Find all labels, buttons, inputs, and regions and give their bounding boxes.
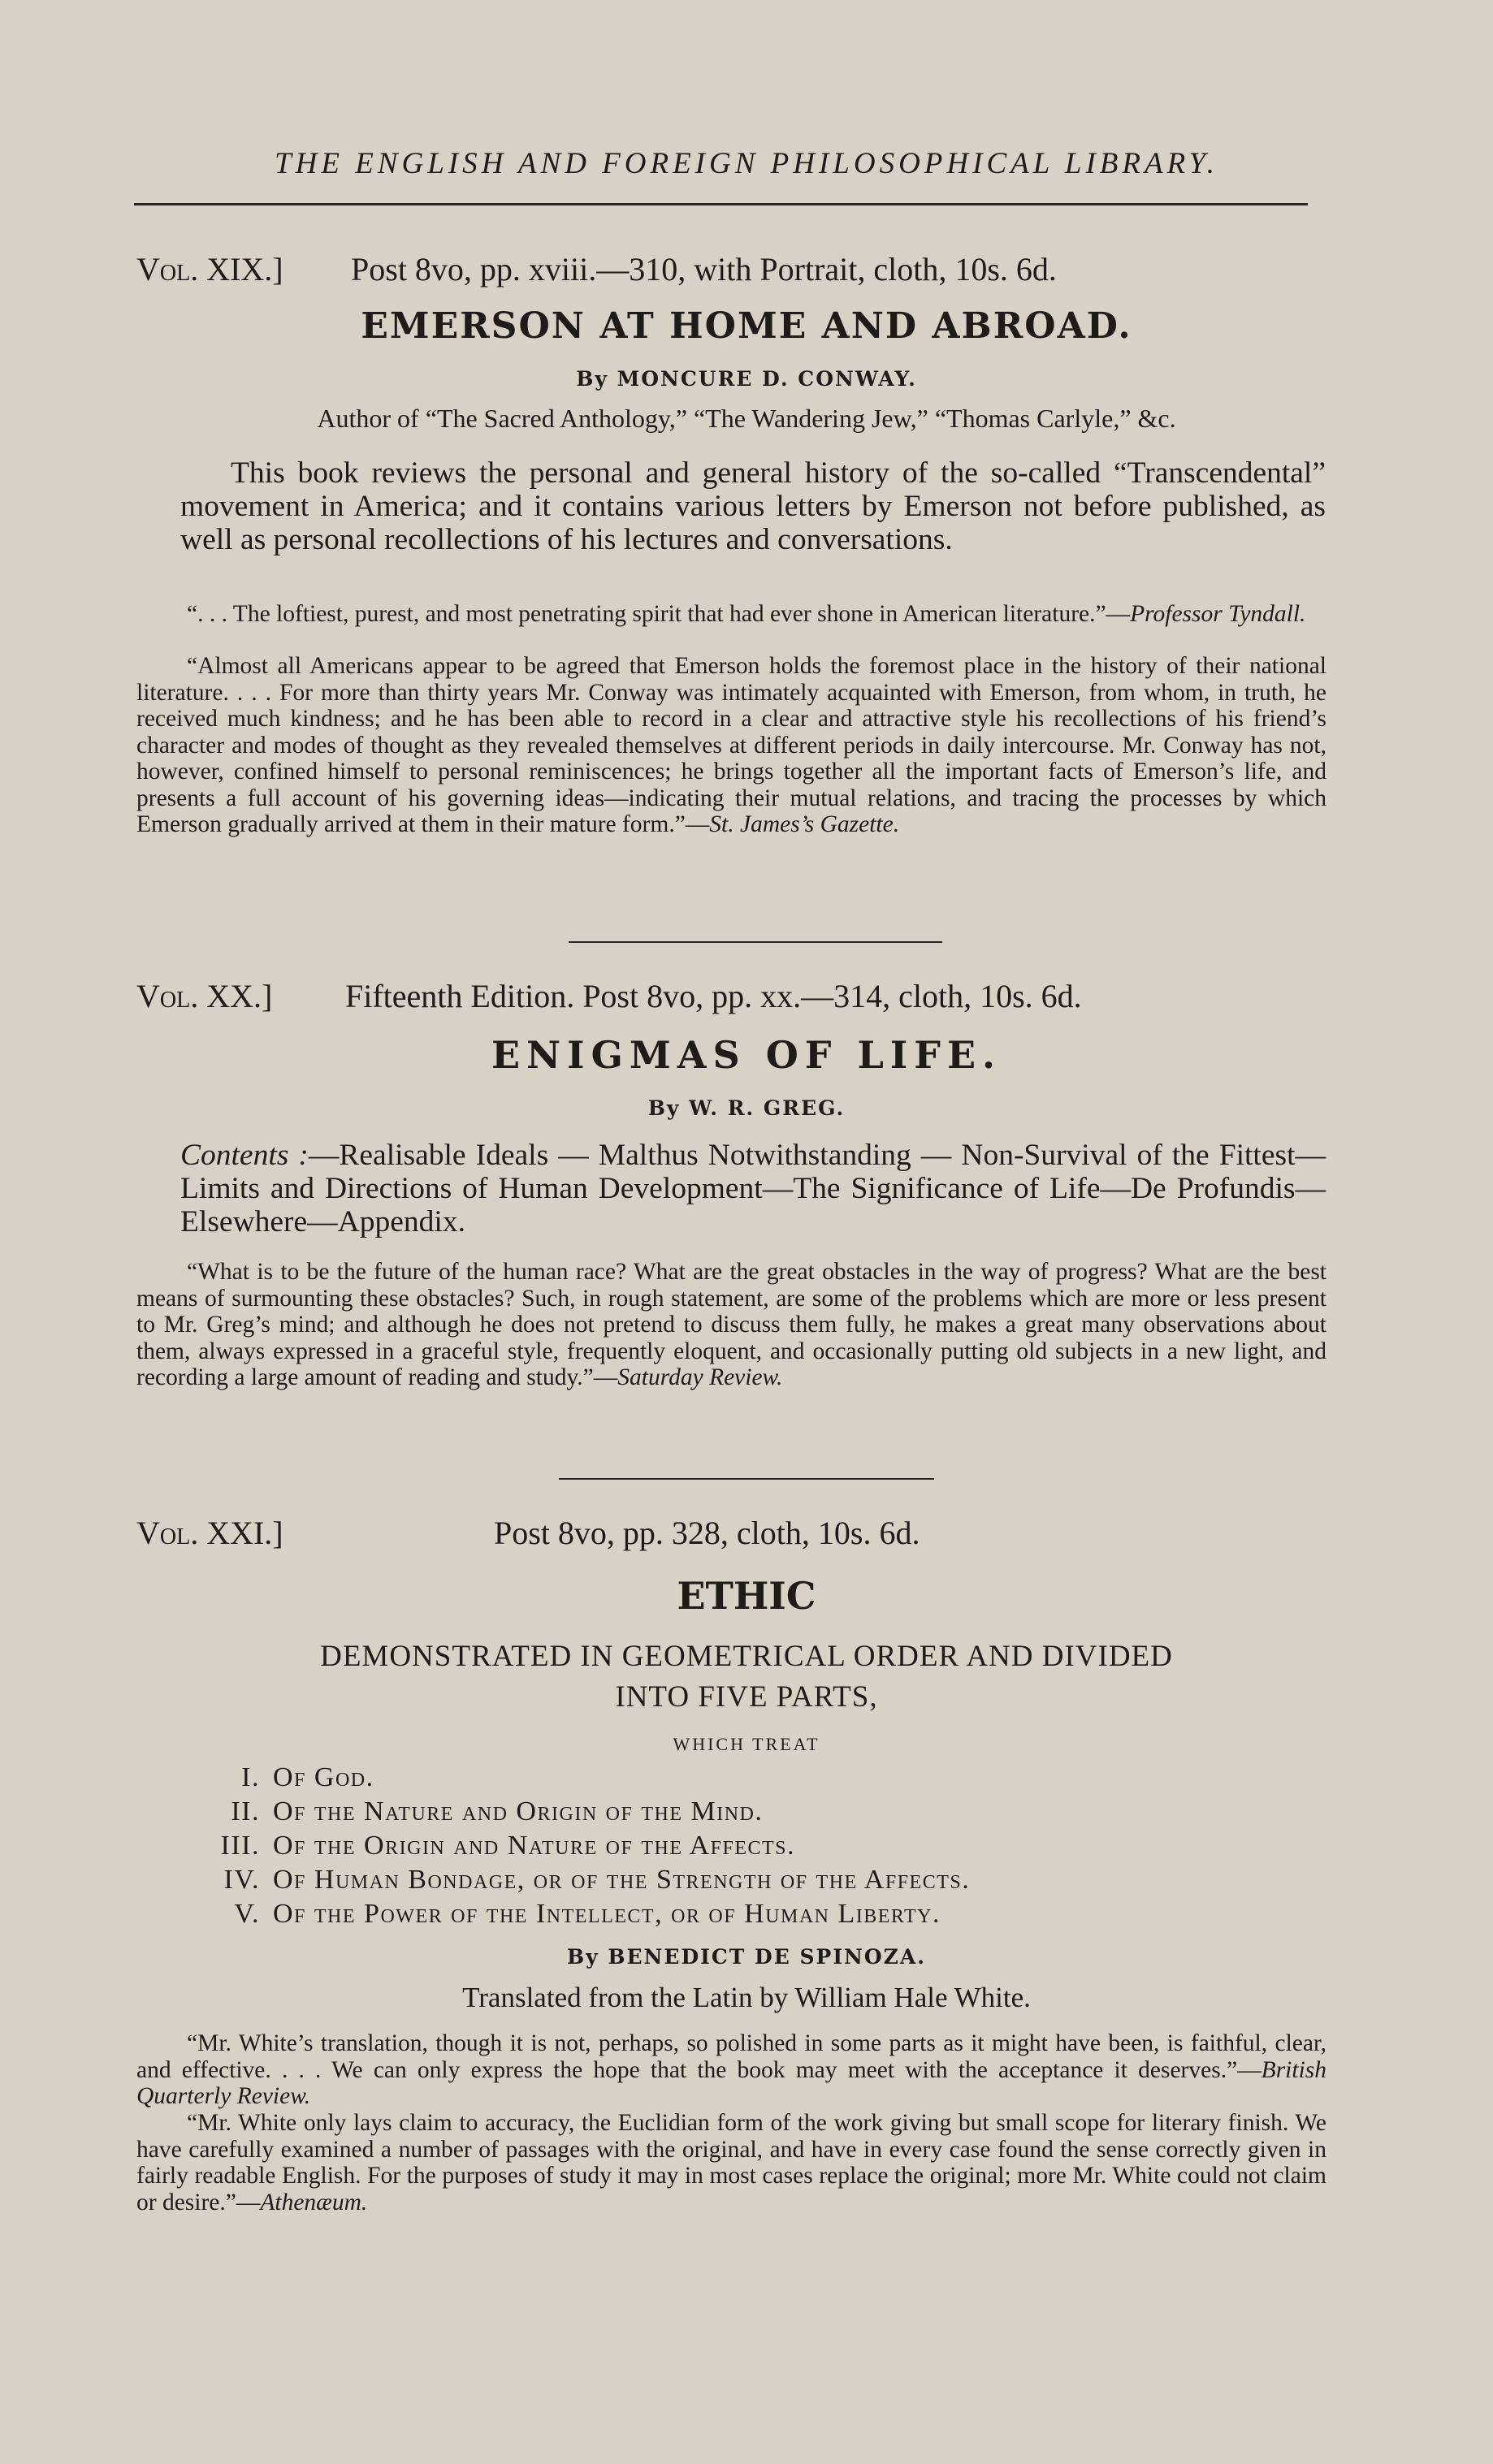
- contents-label: Contents :: [180, 1139, 309, 1172]
- part-number: V.: [234, 1899, 260, 1929]
- part-title: Of the Nature and Origin of the Mind.: [273, 1796, 764, 1826]
- review-quote: “Mr. White’s translation, though it is not, perhaps, so polished in some parts as it might have been, is faithful, clear, and effective. . . . We can only express the hope that the book may meet with the acceptance it deserves.”—British Quarterly Review.: [136, 2030, 1326, 2109]
- review-source: British Quarterly Review.: [136, 2056, 1326, 2109]
- review-source: Athenæum.: [260, 2189, 368, 2215]
- book-author: By MONCURE D. CONWAY.: [576, 367, 917, 391]
- vol-number: Vol. XXI.]: [136, 1515, 283, 1551]
- vol-number: Vol. XIX.]: [136, 251, 283, 287]
- review-source: St. James’s Gazette.: [709, 811, 900, 837]
- book-title: EMERSON AT HOME AND ABROAD.: [361, 305, 1132, 347]
- book-author: By W. R. GREG.: [647, 1096, 846, 1120]
- part-title: Of Human Bondage, or of the Strength of the Affects.: [273, 1865, 971, 1895]
- review-quote: “What is to be the future of the human race? What are the great obstacles in the way of progress? What are the best means of surmounting these obstacles? Such, in rough statement, are some of the problems which are more or less present to Mr. Greg’s mind; and although he does not pretend to discuss them fully, he makes a great many observations about them, always expressed in a graceful style, frequently eloquent, and occasionally putting old subjects in a new light, and recording a large amount of reading and study.”—Saturday Review.: [136, 1259, 1326, 1390]
- review-source: Saturday Review.: [617, 1364, 783, 1390]
- vol-number: Vol. XX.]: [136, 978, 273, 1014]
- part-number: I.: [241, 1762, 260, 1792]
- vol-xxi-label: [136, 1514, 283, 1552]
- vol-xx-label: [136, 977, 272, 1015]
- author-of-line: Author of “The Sacred Anthology,” “The Wandering Jew,” “Thomas Carlyle,” &c.: [317, 404, 1176, 433]
- section-divider: [569, 941, 942, 943]
- vol-xxi-details: Post 8vo, pp. 328, cloth, 10s. 6d.: [494, 1515, 920, 1551]
- part-item: [169, 1762, 374, 1793]
- book-title: ENIGMAS OF LIFE.: [491, 1033, 1002, 1077]
- review-source: Professor Tyndall.: [1130, 601, 1306, 627]
- part-title: Of God.: [273, 1762, 374, 1792]
- book-description: This book reviews the personal and general history of the so-called “Transcendental” movement in America; and it contains various letters by Emerson not before published, as well as personal recollections of his lectures and conversations.: [180, 456, 1326, 556]
- review-quote: “. . . The loftiest, purest, and most penetrating spirit that had ever shone in American literature.”—Professor Tyndall.: [187, 601, 1306, 627]
- review-quote: “Almost all Americans appear to be agreed that Emerson holds the foremost place in the history of their national literature. . . . For more than thirty years Mr. Conway was intimately acquainted with Emerson, from whom, in truth, he received much kindness; and he has been able to record in a clear and attractive style his recollections of his friend’s character and modes of thought as they revealed themselves at different periods in daily intercourse. Mr. Conway has not, however, confined himself to personal reminiscences; he brings together all the important facts of Emerson’s life, and presents a full account of his governing ideas—indicating their mutual relations, and tracing the processes by which Emerson gradually arrived at them in their mature form.”—St. James’s Gazette.: [136, 653, 1326, 837]
- vol-xix-label: [136, 250, 283, 288]
- part-item: [169, 1831, 795, 1861]
- book-subtitle: INTO FIVE PARTS,: [615, 1680, 878, 1714]
- book-author: By BENEDICT DE SPINOZA.: [567, 1945, 926, 1969]
- part-item: [169, 1796, 763, 1827]
- running-head: THE ENGLISH AND FOREIGN PHILOSOPHICAL LIBRARY.: [275, 147, 1218, 180]
- part-number: II.: [231, 1796, 260, 1826]
- part-title: Of the Origin and Nature of the Affects.: [273, 1831, 796, 1861]
- section-divider: [559, 1478, 934, 1480]
- translator-line: Translated from the Latin by William Hale White.: [462, 1982, 1031, 2013]
- part-number: III.: [220, 1831, 260, 1861]
- part-item: [169, 1865, 970, 1896]
- vol-xx-details: Fifteenth Edition. Post 8vo, pp. xx.—314, cloth, 10s. 6d.: [345, 978, 1082, 1014]
- which-treat-label: WHICH TREAT: [673, 1734, 820, 1754]
- part-number: IV.: [223, 1865, 260, 1895]
- part-title: Of the Power of the Intellect, or of Human Liberty.: [273, 1899, 941, 1929]
- book-subtitle: DEMONSTRATED IN GEOMETRICAL ORDER AND DIVIDED: [320, 1640, 1173, 1673]
- book-title: ETHIC: [677, 1574, 816, 1618]
- book-contents: Contents :—Realisable Ideals — Malthus Notwithstanding — Non-Survival of the Fittest—Limits and Directions of Human Development—The Significance of Life—De Profundis—Elsewhere—Appendix.: [180, 1139, 1326, 1238]
- vol-xix-details: Post 8vo, pp. xviii.—310, with Portrait, cloth, 10s. 6d.: [351, 251, 1057, 287]
- review-quote: “Mr. White only lays claim to accuracy, the Euclidian form of the work giving but small scope for literary finish. We have carefully examined a number of passages with the original, and have in every case found the sense correctly given in fairly readable English. For the purposes of study it may in most cases replace the original; more Mr. White could not claim or desire.”—Athenæum.: [136, 2110, 1326, 2215]
- header-rule: [134, 203, 1308, 205]
- part-item: [169, 1899, 941, 1930]
